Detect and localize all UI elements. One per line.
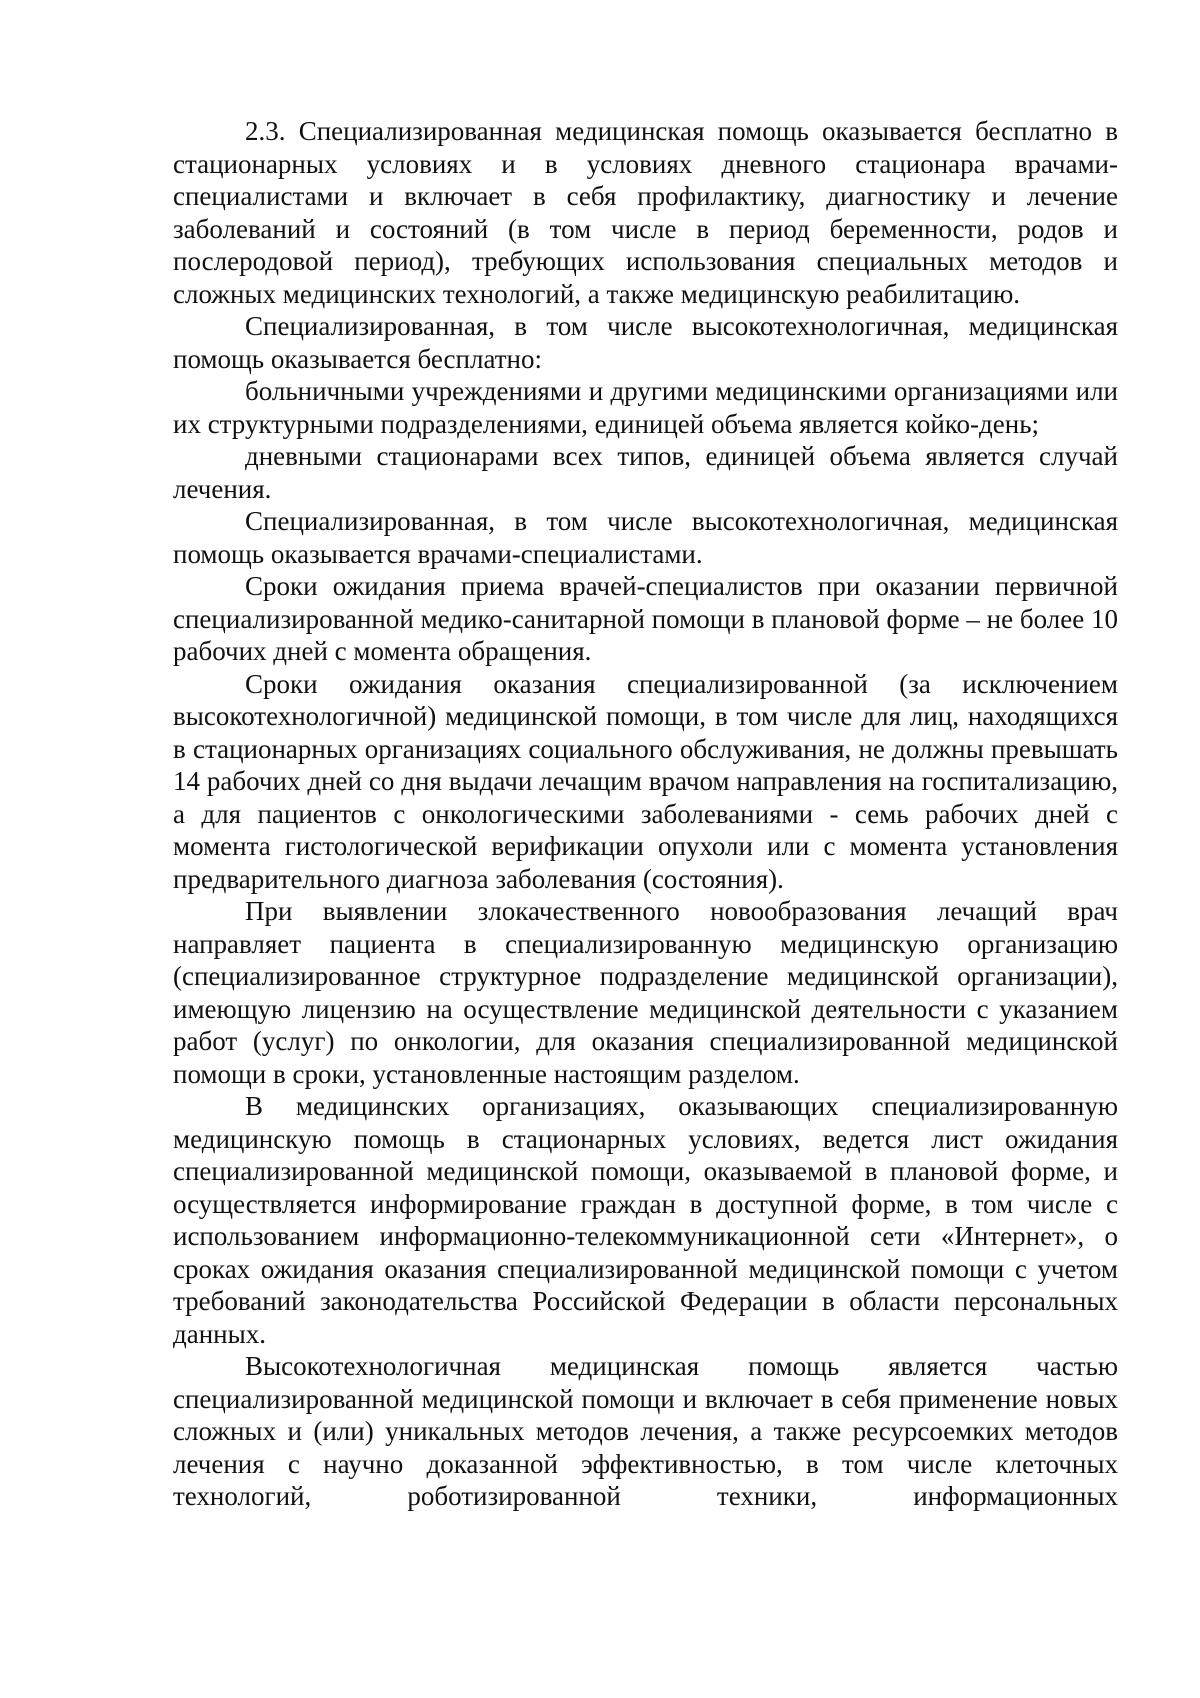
paragraph-specialized-free: Специализированная, в том числе высокотехнологичная, медицинская помощь оказывается бесплатно: [173, 311, 1118, 374]
paragraph-day-hospitals: дневными стационарами всех типов, единицей объема является случай лечения. [173, 441, 1118, 504]
paragraph-waiting-specialized: Сроки ожидания оказания специализированной (за исключением высокотехнологичной) медицинской помощи, в том числе для лиц, находящихся в стационарных организациях социального обслуживания, не должны превышать 14 рабочих дней со дня выдачи лечащим врачом направления на госпитализацию, а для пациентов с онкологическими заболеваниями - семь рабочих дней с момента гистологической верификации опухоли или с момента установления предварительного диагноза заболевания (состояния). [173, 668, 1118, 894]
paragraph-specialists: Специализированная, в том числе высокотехнологичная, медицинская помощь оказывается врачами-специалистами. [173, 506, 1118, 569]
paragraph-oncology: При выявлении злокачественного новообразования лечащий врач направляет пациента в специализированную медицинскую организацию (специализированное структурное подразделение медицинской организации), имеющую лицензию на осуществление медицинской деятельности с указанием работ (услуг) по онкологии, для оказания специализированной медицинской помощи в сроки, установленные настоящим разделом. [173, 896, 1118, 1089]
paragraph-hospitals: больничными учреждениями и другими медицинскими организациями или их структурными подразделениями, единицей объема является койко-день; [173, 376, 1118, 439]
paragraph-2-3: 2.3. Специализированная медицинская помощь оказывается бесплатно в стационарных условиях и в условиях дневного стационара врачами-специалистами и включает в себя профилактику, диагностику и лечение заболеваний и состояний (в том числе в период беременности, родов и послеродовой период), требующих использования специальных методов и сложных медицинских технологий, а также медицинскую реабилитацию. [173, 116, 1118, 309]
paragraph-high-tech: Высокотехнологичная медицинская помощь является частью специализированной медицинской помощи и включает в себя применение новых сложных и (или) уникальных методов лечения, а также ресурсоемких методов лечения с научно доказанной эффективностью, в том числе клеточных технологий, роботизированной техники, информационных [173, 1351, 1118, 1511]
paragraph-waiting-primary: Сроки ожидания приема врачей-специалистов при оказании первичной специализированной медико-санитарной помощи в плановой форме – не более 10 рабочих дней с момента обращения. [173, 571, 1118, 666]
document-page [173, 115, 1118, 1513]
paragraph-waiting-list: В медицинских организациях, оказывающих специализированную медицинскую помощь в стационарных условиях, ведется лист ожидания специализированной медицинской помощи, оказываемой в плановой форме, и осуществляется информирование граждан в доступной форме, в том числе с использованием информационно-телекоммуникационной сети «Интернет», о сроках ожидания оказания специализированной медицинской помощи с учетом требований законодательства Российской Федерации в области персональных данных. [173, 1091, 1118, 1349]
